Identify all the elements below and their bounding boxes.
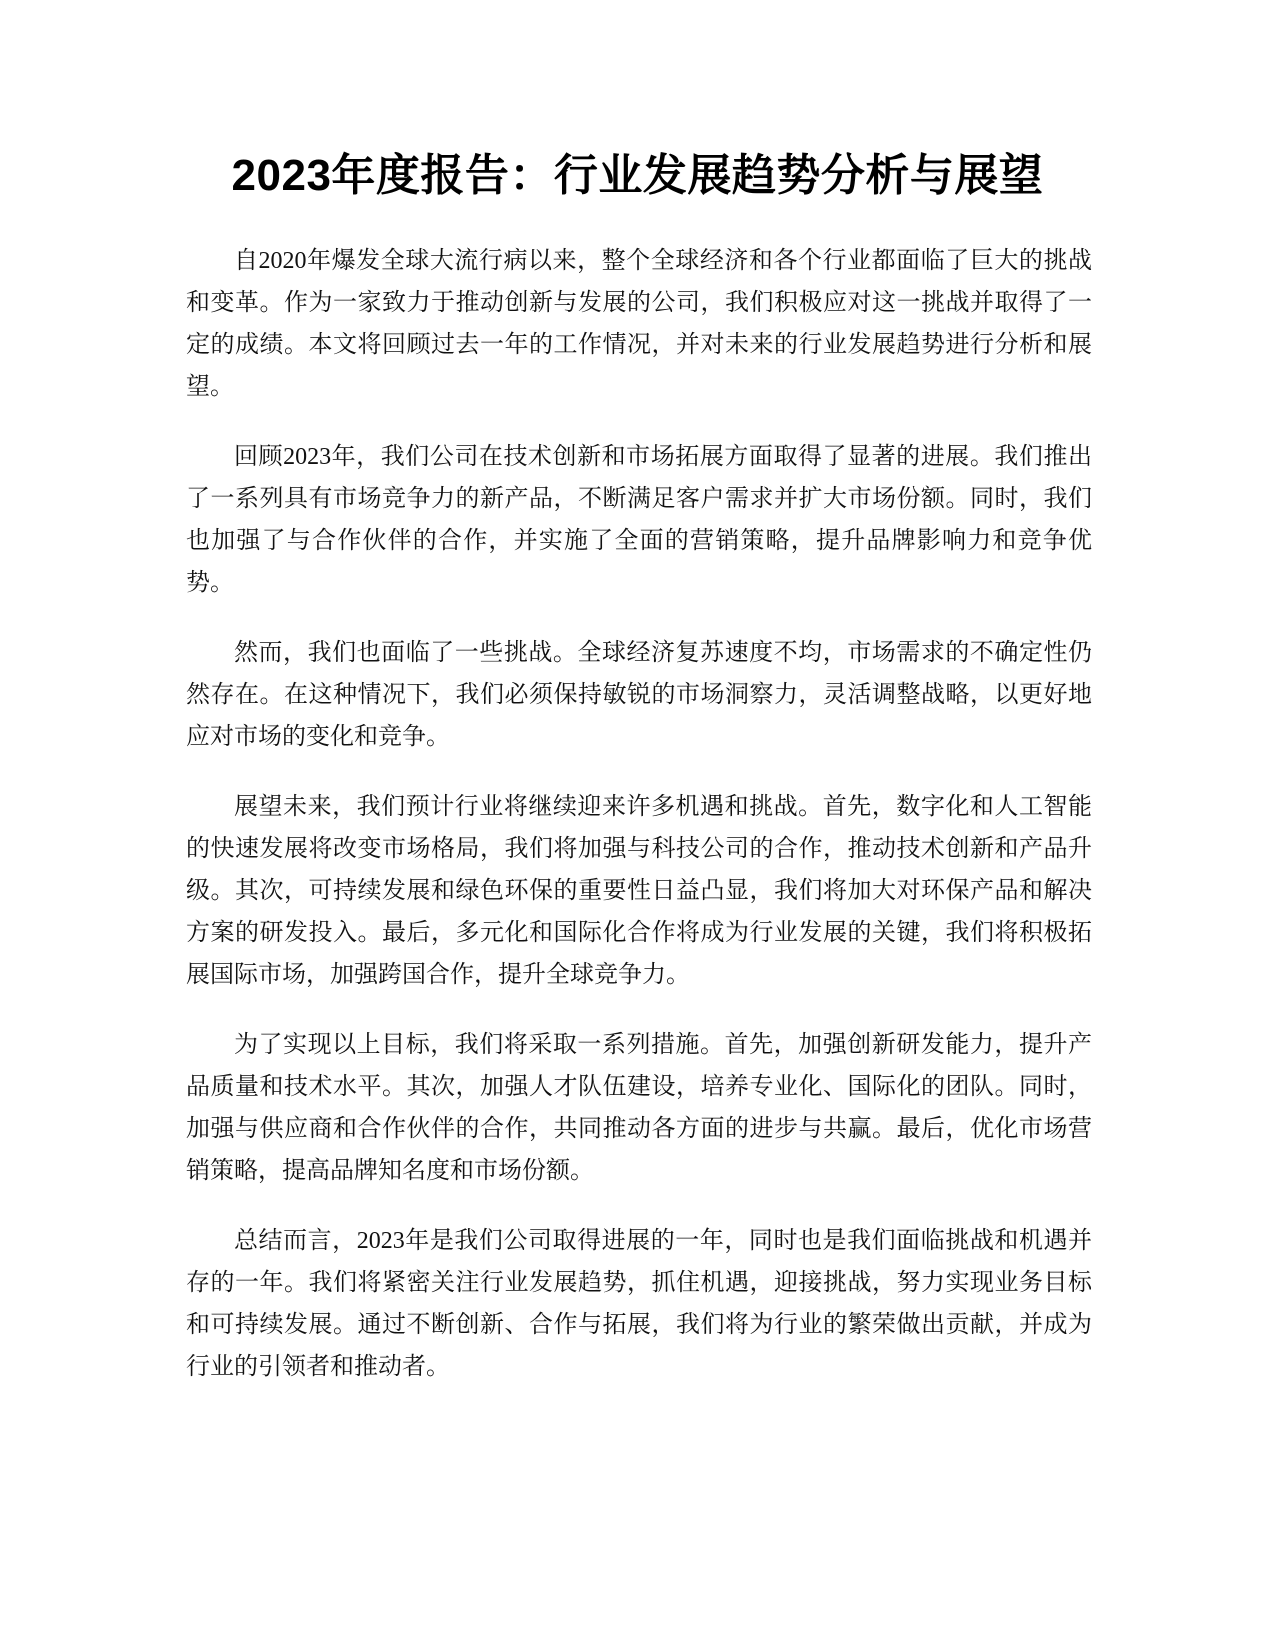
paragraph-intro: 自2020年爆发全球大流行病以来，整个全球经济和各个行业都面临了巨大的挑战和变革。作为一家致力于推动创新与发展的公司，我们积极应对这一挑战并取得了一定的成绩。本文将回顾过去一年的工作情况，并对未来的行业发展趋势进行分析和展望。	[186, 248, 1092, 400]
paragraph-review: 回顾2023年，我们公司在技术创新和市场拓展方面取得了显著的进展。我们推出了一系列具有市场竞争力的新产品，不断满足客户需求并扩大市场份额。同时，我们也加强了与合作伙伴的合作，并实施了全面的营销策略，提升品牌影响力和竞争优势。	[186, 444, 1092, 596]
document-title: 2023年度报告：行业发展趋势分析与展望	[231, 151, 1044, 200]
paragraph-challenges: 然而，我们也面临了一些挑战。全球经济复苏速度不均，市场需求的不确定性仍然存在。在这种情况下，我们必须保持敏锐的市场洞察力，灵活调整战略，以更好地应对市场的变化和竞争。	[186, 640, 1092, 750]
paragraph-outlook: 展望未来，我们预计行业将继续迎来许多机遇和挑战。首先，数字化和人工智能的快速发展将改变市场格局，我们将加强与科技公司的合作，推动技术创新和产品升级。其次，可持续发展和绿色环保的重要性日益凸显，我们将加大对环保产品和解决方案的研发投入。最后，多元化和国际化合作将成为行业发展的关键，我们将积极拓展国际市场，加强跨国合作，提升全球竞争力。	[186, 794, 1092, 988]
paragraph-conclusion: 总结而言，2023年是我们公司取得进展的一年，同时也是我们面临挑战和机遇并存的一年。我们将紧密关注行业发展趋势，抓住机遇，迎接挑战，努力实现业务目标和可持续发展。通过不断创新、合作与拓展，我们将为行业的繁荣做出贡献，并成为行业的引领者和推动者。	[186, 1228, 1092, 1380]
document-body	[186, 240, 1092, 1416]
paragraph-measures: 为了实现以上目标，我们将采取一系列措施。首先，加强创新研发能力，提升产品质量和技术水平。其次，加强人才队伍建设，培养专业化、国际化的团队。同时，加强与供应商和合作伙伴的合作，共同推动各方面的进步与共赢。最后，优化市场营销策略，提高品牌知名度和市场份额。	[186, 1032, 1092, 1184]
